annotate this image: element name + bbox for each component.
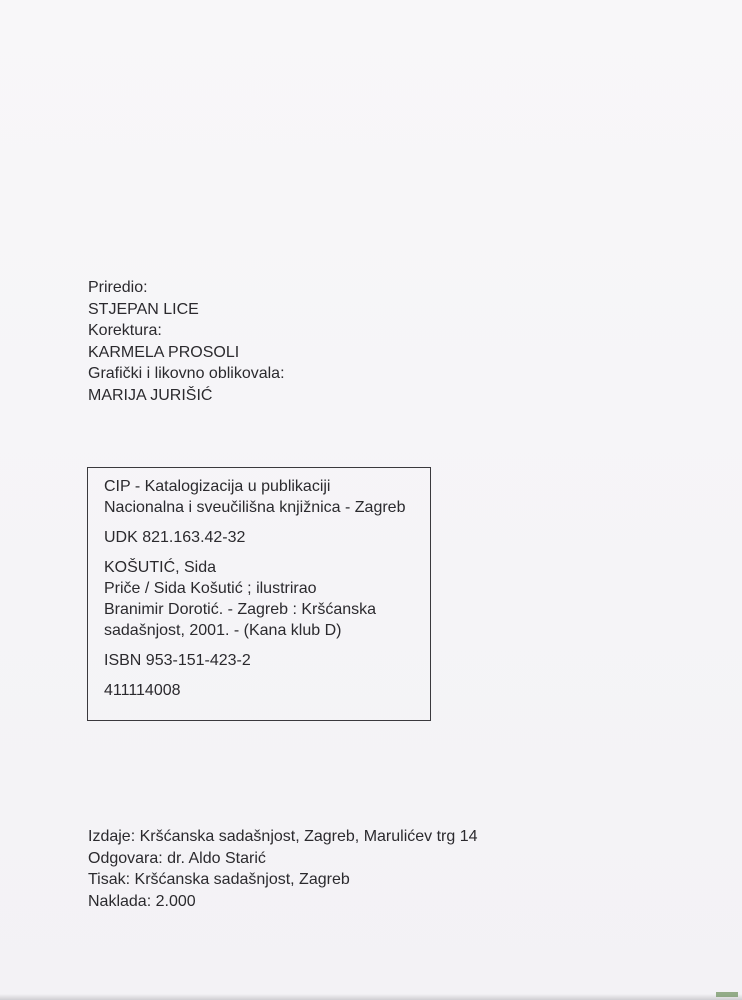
responsible-line: Odgovara: dr. Aldo Starić	[88, 849, 266, 867]
printer-line: Tisak: Kršćanska sadašnjost, Zagreb	[88, 871, 350, 888]
cip-header-line-2: Nacionalna i sveučilišna knjižnica - Zagreb	[104, 499, 406, 516]
cip-desc-line-1: Priče / Sida Košutić ; ilustrirao	[104, 580, 317, 597]
credits-section	[88, 277, 285, 406]
cip-record	[104, 680, 430, 701]
udk-number: UDK 821.163.42-32	[104, 529, 246, 546]
cip-header-line-1: CIP - Katalogizacija u publikaciji	[104, 478, 331, 495]
print-run-line: Naklada: 2.000	[88, 892, 196, 910]
cip-description	[104, 557, 430, 641]
page-bottom-edge	[0, 994, 742, 1000]
publisher-line: Izdaje: Kršćanska sadašnjost, Zagreb, Marulićev trg 14	[88, 828, 478, 845]
cip-udk	[104, 527, 430, 548]
cip-desc-line-3: sadašnjost, 2001. - (Kana klub D)	[104, 622, 342, 639]
cip-isbn	[104, 650, 430, 671]
design-label: Grafički i likovno oblikovala:	[88, 365, 285, 382]
editor-name: STJEPAN LICE	[88, 300, 199, 318]
cip-desc-line-2: Branimir Dorotić. - Zagreb : Kršćanska	[104, 601, 377, 618]
corner-mark	[716, 992, 738, 997]
design-name: MARIJA JURIŠIĆ	[88, 386, 213, 404]
proofreading-label: Korektura:	[88, 322, 162, 339]
cip-record-box	[87, 467, 431, 721]
isbn-number: ISBN 953-151-423-2	[104, 652, 251, 669]
imprint-section	[88, 826, 478, 912]
cip-author: KOŠUTIĆ, Sida	[104, 559, 217, 576]
proofreading-name: KARMELA PROSOLI	[88, 343, 240, 361]
editor-label: Priredio:	[88, 279, 148, 296]
record-id: 411114008	[104, 682, 181, 699]
cip-header	[104, 476, 430, 518]
